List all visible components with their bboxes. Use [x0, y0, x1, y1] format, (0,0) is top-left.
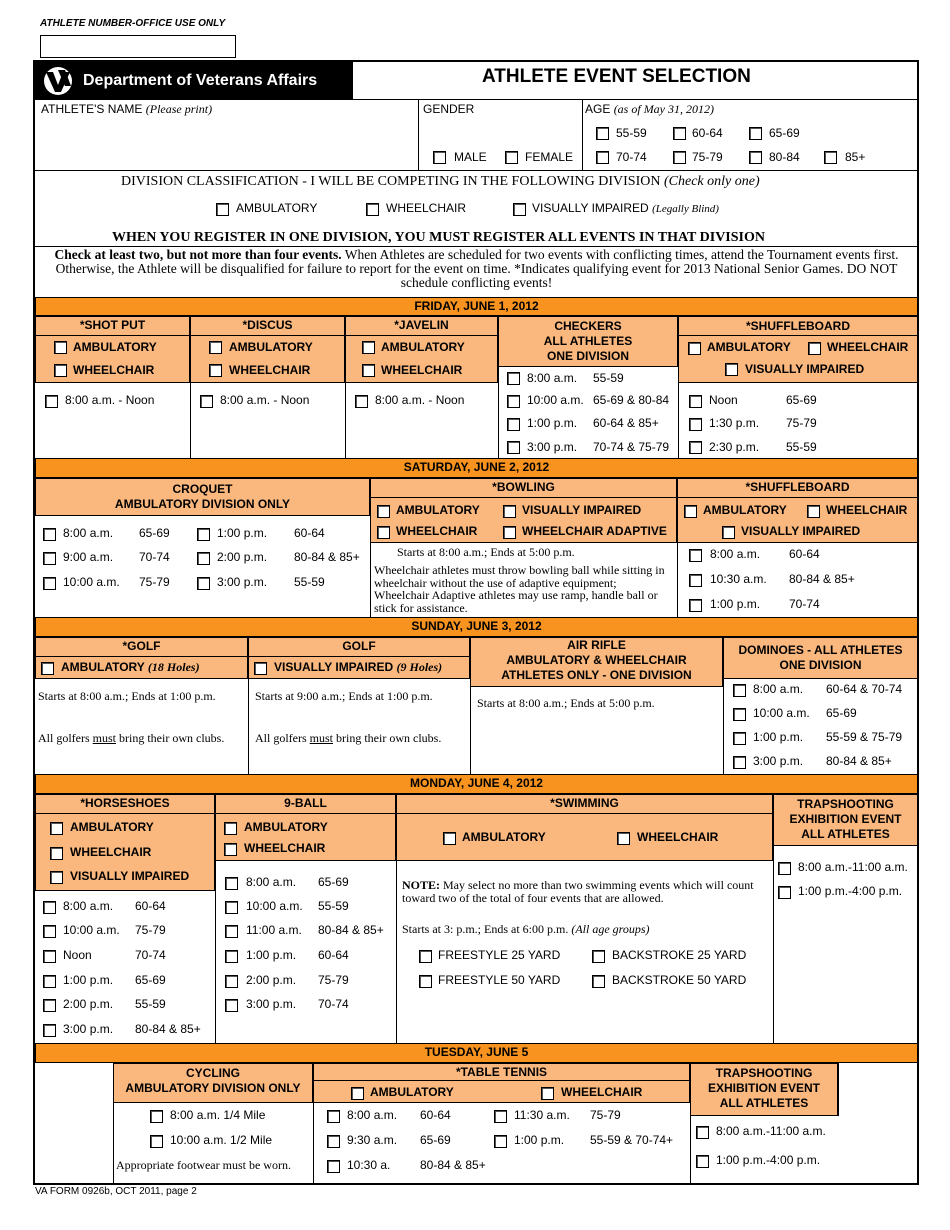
golf1-times: Starts at 8:00 a.m.; Ends at 1:00 p.m.: [38, 689, 216, 703]
shotput-wheelchair-checkbox[interactable]: [54, 364, 67, 377]
female-checkbox[interactable]: [505, 151, 518, 164]
swimming-ambulatory-checkbox[interactable]: [443, 832, 456, 845]
croquet-row-checkbox[interactable]: [43, 552, 56, 565]
time-label: 8:00 a.m. - Noon: [375, 393, 465, 407]
croquet-row-checkbox[interactable]: [43, 528, 56, 541]
ages-label: 75-79: [590, 1108, 621, 1122]
checkers-row-checkbox[interactable]: [507, 372, 520, 385]
shuffleboard-fri-row-checkbox[interactable]: [689, 395, 702, 408]
discus-title: *DISCUS: [242, 318, 293, 332]
bowling-times: Starts at 8:00 a.m.; Ends at 5:00 p.m.: [397, 545, 575, 559]
saturday-day-bar: SATURDAY, JUNE 2, 2012: [35, 458, 918, 478]
swim-event-label: BACKSTROKE 25 YARD: [612, 948, 747, 962]
trapshooting-tue-row-checkbox[interactable]: [696, 1126, 709, 1139]
time-label: 1:00 p.m.: [63, 973, 114, 987]
croquet-row-checkbox[interactable]: [197, 552, 210, 565]
time-label: 2:00 p.m.: [217, 550, 268, 564]
division-notice: WHEN YOU REGISTER IN ONE DIVISION, YOU MUST REGISTER ALL EVENTS IN THAT DIVISION: [112, 230, 765, 245]
ages-label: 70-74 & 75-79: [593, 440, 670, 454]
golf2-times: Starts at 9:00 a.m.; Ends at 1:00 p.m.: [255, 689, 433, 703]
shuffleboard-sat-row-checkbox[interactable]: [689, 574, 702, 587]
swimming-note: NOTE: May select no more than two swimming events which will count toward two of the total of four events that are allowed.: [402, 878, 754, 905]
javelin-time-checkbox[interactable]: [355, 395, 368, 408]
swim-event-label: FREESTYLE 25 YARD: [438, 948, 561, 962]
athlete-name-label: ATHLETE'S NAME (Please print): [41, 102, 213, 116]
time-label: 8:00 a.m.: [527, 371, 578, 385]
option-label: AMBULATORY: [73, 340, 157, 354]
time-label: 2:30 p.m.: [709, 440, 760, 454]
freestyle-25-checkbox[interactable]: [419, 950, 432, 963]
option-label: WHEELCHAIR: [229, 363, 311, 377]
ages-label: 65-69: [135, 973, 166, 987]
dominoes-title: DOMINOES - ALL ATHLETES ONE DIVISION: [738, 643, 903, 672]
golf2-title: GOLF: [342, 639, 376, 653]
trapshooting-mon-row-checkbox[interactable]: [778, 886, 791, 899]
age-label: AGE (as of May 31, 2012): [585, 102, 715, 116]
shuffleboard-sat-title: *SHUFFLEBOARD: [745, 480, 850, 494]
option-label: AMBULATORY: [396, 503, 480, 517]
croquet-row-checkbox[interactable]: [197, 528, 210, 541]
option-label: WHEELCHAIR: [827, 340, 909, 354]
athlete-number-input[interactable]: [40, 35, 236, 58]
age-option: 85+: [845, 150, 866, 164]
golf2-vi-checkbox[interactable]: [254, 662, 267, 675]
shuffleboard-sat-row-checkbox[interactable]: [689, 599, 702, 612]
time-label: Noon: [709, 393, 738, 407]
ages-label: 55-59: [135, 997, 166, 1011]
tabletennis-row-checkbox[interactable]: [494, 1135, 507, 1148]
division-vi-label: VISUALLY IMPAIRED (Legally Blind): [532, 201, 719, 215]
ages-label: 80-84 & 85+: [789, 572, 855, 586]
athlete-name-input[interactable]: [37, 118, 417, 168]
sunday-day-bar: SUNDAY, JUNE 3, 2012: [35, 617, 918, 637]
option-label: AMBULATORY: [244, 820, 328, 834]
dominoes-row-checkbox[interactable]: [733, 732, 746, 745]
swimming-times: Starts at 3: p.m.; Ends at 6:00 p.m. (All age groups): [402, 922, 650, 936]
shuffleboard-sat-row-checkbox[interactable]: [689, 549, 702, 562]
bowling-note: Wheelchair athletes must throw bowling ball while sitting in wheelchair without the use of adaptive equipment; Wheelchair Adaptive athletes may use ramp, handle ball or stick for assistance.: [374, 563, 665, 615]
nineball-wheelchair-checkbox[interactable]: [224, 843, 237, 856]
division-vi-checkbox[interactable]: [513, 203, 526, 216]
tabletennis-row-checkbox[interactable]: [327, 1160, 340, 1173]
ages-label: 70-74: [789, 597, 820, 611]
bowling-wheelchair-checkbox[interactable]: [377, 526, 390, 539]
time-label: 8:00 a.m.: [246, 875, 297, 889]
agency-name: Department of Veterans Affairs: [83, 72, 318, 89]
ages-label: 60-64: [420, 1108, 451, 1122]
swimming-title: *SWIMMING: [550, 796, 619, 810]
time-label: 1:30 p.m.: [709, 416, 760, 430]
time-label: 1:00 p.m.-4:00 p.m.: [716, 1153, 821, 1167]
ages-label: 80-84 & 85+: [294, 550, 360, 564]
javelin-ambulatory-checkbox[interactable]: [362, 341, 375, 354]
age-60-64-checkbox[interactable]: [673, 127, 686, 140]
division-ambulatory-checkbox[interactable]: [216, 203, 229, 216]
time-label: 3:00 p.m.: [753, 754, 804, 768]
time-label: 3:00 p.m.: [217, 575, 268, 589]
shuffleboard-sat-ambulatory-checkbox[interactable]: [684, 505, 697, 518]
bowling-wc-adaptive-checkbox[interactable]: [503, 526, 516, 539]
golf2-note: All golfers must bring their own clubs.: [255, 731, 442, 745]
time-label: 8:00 a.m. - Noon: [65, 393, 155, 407]
ages-label: 60-64: [294, 526, 325, 540]
ages-label: 65-69: [318, 875, 349, 889]
age-option: 80-84: [769, 150, 800, 164]
bowling-vi-checkbox[interactable]: [503, 505, 516, 518]
time-label: 10:00 a.m.: [63, 575, 120, 589]
checkers-row-checkbox[interactable]: [507, 441, 520, 454]
ages-label: 55-59: [593, 371, 624, 385]
option-label: WHEELCHAIR: [244, 841, 326, 855]
discus-time-checkbox[interactable]: [200, 395, 213, 408]
age-option: 60-64: [692, 126, 723, 140]
time-label: 10:30 a.m.: [710, 572, 767, 586]
age-85-plus-checkbox[interactable]: [824, 151, 837, 164]
ages-label: 55-59: [786, 440, 817, 454]
ages-label: 65-69: [826, 706, 857, 720]
discus-wheelchair-checkbox[interactable]: [209, 364, 222, 377]
female-label: FEMALE: [525, 150, 574, 164]
ages-label: 55-59: [318, 899, 349, 913]
time-label: 1:00 p.m.: [527, 416, 578, 430]
option-label: WHEELCHAIR: [561, 1085, 643, 1099]
horseshoes-vi-checkbox[interactable]: [50, 871, 63, 884]
ages-label: 55-59: [294, 575, 325, 589]
option-label: VISUALLY IMPAIRED: [741, 524, 861, 538]
horseshoes-wheelchair-checkbox[interactable]: [50, 847, 63, 860]
option-label: AMBULATORY: [381, 340, 465, 354]
option-label: AMBULATORY: [70, 820, 154, 834]
shuffleboard-sat-vi-checkbox[interactable]: [722, 526, 735, 539]
time-label: 8:00 a.m.: [347, 1108, 398, 1122]
tabletennis-row-checkbox[interactable]: [494, 1110, 507, 1123]
division-wheelchair-label: WHEELCHAIR: [386, 201, 467, 215]
horseshoes-row-checkbox[interactable]: [43, 950, 56, 963]
dominoes-row-checkbox[interactable]: [733, 756, 746, 769]
tabletennis-row-checkbox[interactable]: [327, 1110, 340, 1123]
cycling-title: CYCLING AMBULATORY DIVISION ONLY: [125, 1066, 301, 1095]
shuffleboard-sat-wheelchair-checkbox[interactable]: [807, 505, 820, 518]
age-80-84-checkbox[interactable]: [749, 151, 762, 164]
shotput-ambulatory-checkbox[interactable]: [54, 341, 67, 354]
ages-label: 55-59 & 75-79: [826, 730, 903, 744]
option-label: VISUALLY IMPAIRED: [522, 503, 642, 517]
shuffleboard-fri-wheelchair-checkbox[interactable]: [808, 342, 821, 355]
bowling-title: *BOWLING: [492, 480, 555, 494]
ages-label: 70-74: [318, 997, 349, 1011]
golf1-option: AMBULATORY (18 Holes): [61, 660, 200, 674]
option-label: WHEELCHAIR: [396, 524, 478, 538]
cycling-row-checkbox[interactable]: [150, 1110, 163, 1123]
javelin-wheelchair-checkbox[interactable]: [362, 364, 375, 377]
option-label: AMBULATORY: [462, 830, 546, 844]
instructions: Check at least two, but not more than four events. When Athletes are scheduled for two events with conflicting times, attend the Tournament events first. Otherwise, the Athlete will be disqualified for failure to report for the event on time. *Indicates qualifying event for 2013 National Senior Games. DO NOT schedule conflicting events!: [54, 247, 899, 290]
ages-label: 70-74: [139, 550, 170, 564]
ages-label: 60-64: [135, 899, 166, 913]
backstroke-50-checkbox[interactable]: [592, 975, 605, 988]
division-title: DIVISION CLASSIFICATION - I WILL BE COMPETING IN THE FOLLOWING DIVISION (Check only one): [121, 174, 760, 189]
time-label: 8:00 a.m. - Noon: [220, 393, 310, 407]
time-label: 3:00 p.m.: [246, 997, 297, 1011]
ages-label: 55-59 & 70-74+: [590, 1133, 674, 1147]
option-label: AMBULATORY: [707, 340, 791, 354]
option-label: WHEELCHAIR ADAPTIVE: [522, 524, 667, 538]
age-75-79-checkbox[interactable]: [673, 151, 686, 164]
form-footer: VA FORM 0926b, OCT 2011, page 2: [35, 1186, 197, 1197]
time-label: 1:00 p.m.: [514, 1133, 565, 1147]
time-label: 3:00 p.m.: [63, 1022, 114, 1036]
male-checkbox[interactable]: [433, 151, 446, 164]
time-label: 10:00 a.m.: [63, 923, 120, 937]
option-label: VISUALLY IMPAIRED: [70, 869, 190, 883]
time-label: 8:00 a.m. 1/4 Mile: [170, 1108, 266, 1122]
nineball-row-checkbox[interactable]: [225, 975, 238, 988]
time-label: 9:00 a.m.: [63, 550, 114, 564]
bowling-ambulatory-checkbox[interactable]: [377, 505, 390, 518]
tabletennis-ambulatory-checkbox[interactable]: [351, 1087, 364, 1100]
nineball-row-checkbox[interactable]: [225, 877, 238, 890]
tabletennis-wheelchair-checkbox[interactable]: [541, 1087, 554, 1100]
time-label: 10:00 a.m.: [527, 393, 584, 407]
dominoes-row-checkbox[interactable]: [733, 708, 746, 721]
trapshooting-mon-title: TRAPSHOOTING EXHIBITION EVENT ALL ATHLETES: [789, 797, 902, 841]
option-label: WHEELCHAIR: [637, 830, 719, 844]
horseshoes-row-checkbox[interactable]: [43, 975, 56, 988]
tabletennis-title: *TABLE TENNIS: [455, 1065, 548, 1079]
swim-event-label: BACKSTROKE 50 YARD: [612, 973, 747, 987]
option-label: WHEELCHAIR: [381, 363, 463, 377]
trapshooting-mon-row-checkbox[interactable]: [778, 862, 791, 875]
horseshoes-row-checkbox[interactable]: [43, 999, 56, 1012]
swim-event-label: FREESTYLE 50 YARD: [438, 973, 561, 987]
time-label: 10:00 a.m.: [753, 706, 810, 720]
ages-label: 80-84 & 85+: [420, 1158, 486, 1172]
airrifle-times: Starts at 8:00 a.m.; Ends at 5:00 p.m.: [477, 696, 655, 710]
croquet-row-checkbox[interactable]: [43, 577, 56, 590]
freestyle-50-checkbox[interactable]: [419, 975, 432, 988]
discus-ambulatory-checkbox[interactable]: [209, 341, 222, 354]
javelin-title: *JAVELIN: [394, 318, 449, 332]
time-label: 8:00 a.m.: [710, 547, 761, 561]
option-label: VISUALLY IMPAIRED: [745, 362, 865, 376]
time-label: 8:00 a.m.: [63, 899, 114, 913]
ages-label: 75-79: [318, 973, 349, 987]
option-label: AMBULATORY: [703, 503, 787, 517]
shuffleboard-fri-vi-checkbox[interactable]: [725, 363, 738, 376]
time-label: 2:00 p.m.: [63, 997, 114, 1011]
horseshoes-row-checkbox[interactable]: [43, 901, 56, 914]
nineball-row-checkbox[interactable]: [225, 950, 238, 963]
time-label: 1:00 p.m.: [217, 526, 268, 540]
tabletennis-row-checkbox[interactable]: [327, 1135, 340, 1148]
horseshoes-row-checkbox[interactable]: [43, 925, 56, 938]
age-65-69-checkbox[interactable]: [749, 127, 762, 140]
age-option: 55-59: [616, 126, 647, 140]
va-seal-icon: [41, 66, 75, 96]
time-label: 9:30 a.m.: [347, 1133, 398, 1147]
golf2-option: VISUALLY IMPAIRED (9 Holes): [274, 660, 443, 674]
croquet-row-checkbox[interactable]: [197, 577, 210, 590]
time-label: 10:00 a.m.: [246, 899, 303, 913]
age-option: 75-79: [692, 150, 723, 164]
time-label: 8:00 a.m.-11:00 a.m.: [798, 860, 908, 874]
age-55-59-checkbox[interactable]: [596, 127, 609, 140]
checkers-row-checkbox[interactable]: [507, 395, 520, 408]
cycling-row-checkbox[interactable]: [150, 1135, 163, 1148]
age-70-74-checkbox[interactable]: [596, 151, 609, 164]
horseshoes-row-checkbox[interactable]: [43, 1024, 56, 1037]
ages-label: 80-84 & 85+: [135, 1022, 201, 1036]
option-label: AMBULATORY: [229, 340, 313, 354]
option-label: WHEELCHAIR: [70, 845, 152, 859]
monday-day-bar: MONDAY, JUNE 4, 2012: [35, 774, 918, 794]
backstroke-25-checkbox[interactable]: [592, 950, 605, 963]
ages-label: 65-69 & 80-84: [593, 393, 670, 407]
checkers-row-checkbox[interactable]: [507, 418, 520, 431]
gender-label: GENDER: [423, 102, 475, 116]
time-label: 1:00 p.m.-4:00 p.m.: [798, 884, 903, 898]
horseshoes-title: *HORSESHOES: [80, 796, 170, 810]
time-label: 8:00 a.m.: [63, 526, 114, 540]
time-label: 11:00 a.m.: [246, 923, 302, 937]
ages-label: 60-64: [318, 948, 349, 962]
friday-day-bar: FRIDAY, JUNE 1, 2012: [35, 297, 918, 316]
time-label: 11:30 a.m.: [514, 1108, 570, 1122]
time-label: 10:30 a.: [347, 1158, 391, 1172]
shuffleboard-fri-row-checkbox[interactable]: [689, 418, 702, 431]
nineball-row-checkbox[interactable]: [225, 925, 238, 938]
time-label: Noon: [63, 948, 92, 962]
option-label: AMBULATORY: [370, 1085, 454, 1099]
nineball-ambulatory-checkbox[interactable]: [224, 822, 237, 835]
ages-label: 60-64 & 85+: [593, 416, 659, 430]
form-title: ATHLETE EVENT SELECTION: [482, 66, 751, 87]
ages-label: 75-79: [139, 575, 170, 589]
ages-label: 80-84 & 85+: [318, 923, 384, 937]
tuesday-day-bar: TUESDAY, JUNE 5: [35, 1043, 918, 1063]
option-label: WHEELCHAIR: [826, 503, 908, 517]
ages-label: 60-64 & 70-74: [826, 682, 903, 696]
ages-label: 60-64: [789, 547, 820, 561]
nineball-title: 9-BALL: [284, 796, 327, 810]
time-label: 1:00 p.m.: [710, 597, 761, 611]
time-label: 10:00 a.m. 1/2 Mile: [170, 1133, 273, 1147]
horseshoes-ambulatory-checkbox[interactable]: [50, 822, 63, 835]
ages-label: 75-79: [786, 416, 817, 430]
shuffleboard-fri-title: *SHUFFLEBOARD: [746, 319, 850, 333]
age-option: 65-69: [769, 126, 800, 140]
croquet-title: CROQUET AMBULATORY DIVISION ONLY: [114, 482, 291, 511]
time-label: 8:00 a.m.-11:00 a.m.: [716, 1124, 826, 1138]
ages-label: 80-84 & 85+: [826, 754, 892, 768]
time-label: 8:00 a.m.: [753, 682, 804, 696]
male-label: MALE: [454, 150, 487, 164]
dominoes-row-checkbox[interactable]: [733, 684, 746, 697]
ages-label: 65-69: [420, 1133, 451, 1147]
airrifle-title: AIR RIFLE AMBULATORY & WHEELCHAIR ATHLETES ONLY - ONE DIVISION: [501, 638, 692, 682]
office-use-label: ATHLETE NUMBER-OFFICE USE ONLY: [40, 18, 226, 29]
trapshooting-tue-row-checkbox[interactable]: [696, 1155, 709, 1168]
time-label: 1:00 p.m.: [246, 948, 297, 962]
swimming-wheelchair-checkbox[interactable]: [617, 832, 630, 845]
age-option: 70-74: [616, 150, 647, 164]
shuffleboard-fri-row-checkbox[interactable]: [689, 441, 702, 454]
ages-label: 75-79: [135, 923, 166, 937]
ages-label: 65-69: [786, 393, 817, 407]
time-label: 1:00 p.m.: [753, 730, 804, 744]
shotput-time-checkbox[interactable]: [45, 395, 58, 408]
time-label: 2:00 p.m.: [246, 973, 297, 987]
va-logo-banner: [35, 62, 352, 99]
division-wheelchair-checkbox[interactable]: [366, 203, 379, 216]
nineball-row-checkbox[interactable]: [225, 999, 238, 1012]
cycling-note: Appropriate footwear must be worn.: [116, 1158, 291, 1172]
golf1-ambulatory-checkbox[interactable]: [41, 662, 54, 675]
division-ambulatory-label: AMBULATORY: [236, 201, 318, 215]
checkers-title: CHECKERS ALL ATHLETES ONE DIVISION: [543, 319, 633, 363]
ages-label: 65-69: [139, 526, 170, 540]
option-label: WHEELCHAIR: [73, 363, 155, 377]
shotput-title: *SHOT PUT: [79, 318, 146, 332]
time-label: 3:00 p.m.: [527, 440, 578, 454]
trapshooting-tue-title: TRAPSHOOTING EXHIBITION EVENT ALL ATHLETES: [707, 1066, 820, 1110]
golf1-title: *GOLF: [122, 639, 161, 653]
golf1-note: All golfers must bring their own clubs.: [38, 731, 225, 745]
nineball-row-checkbox[interactable]: [225, 901, 238, 914]
ages-label: 70-74: [135, 948, 166, 962]
shuffleboard-fri-ambulatory-checkbox[interactable]: [688, 342, 701, 355]
